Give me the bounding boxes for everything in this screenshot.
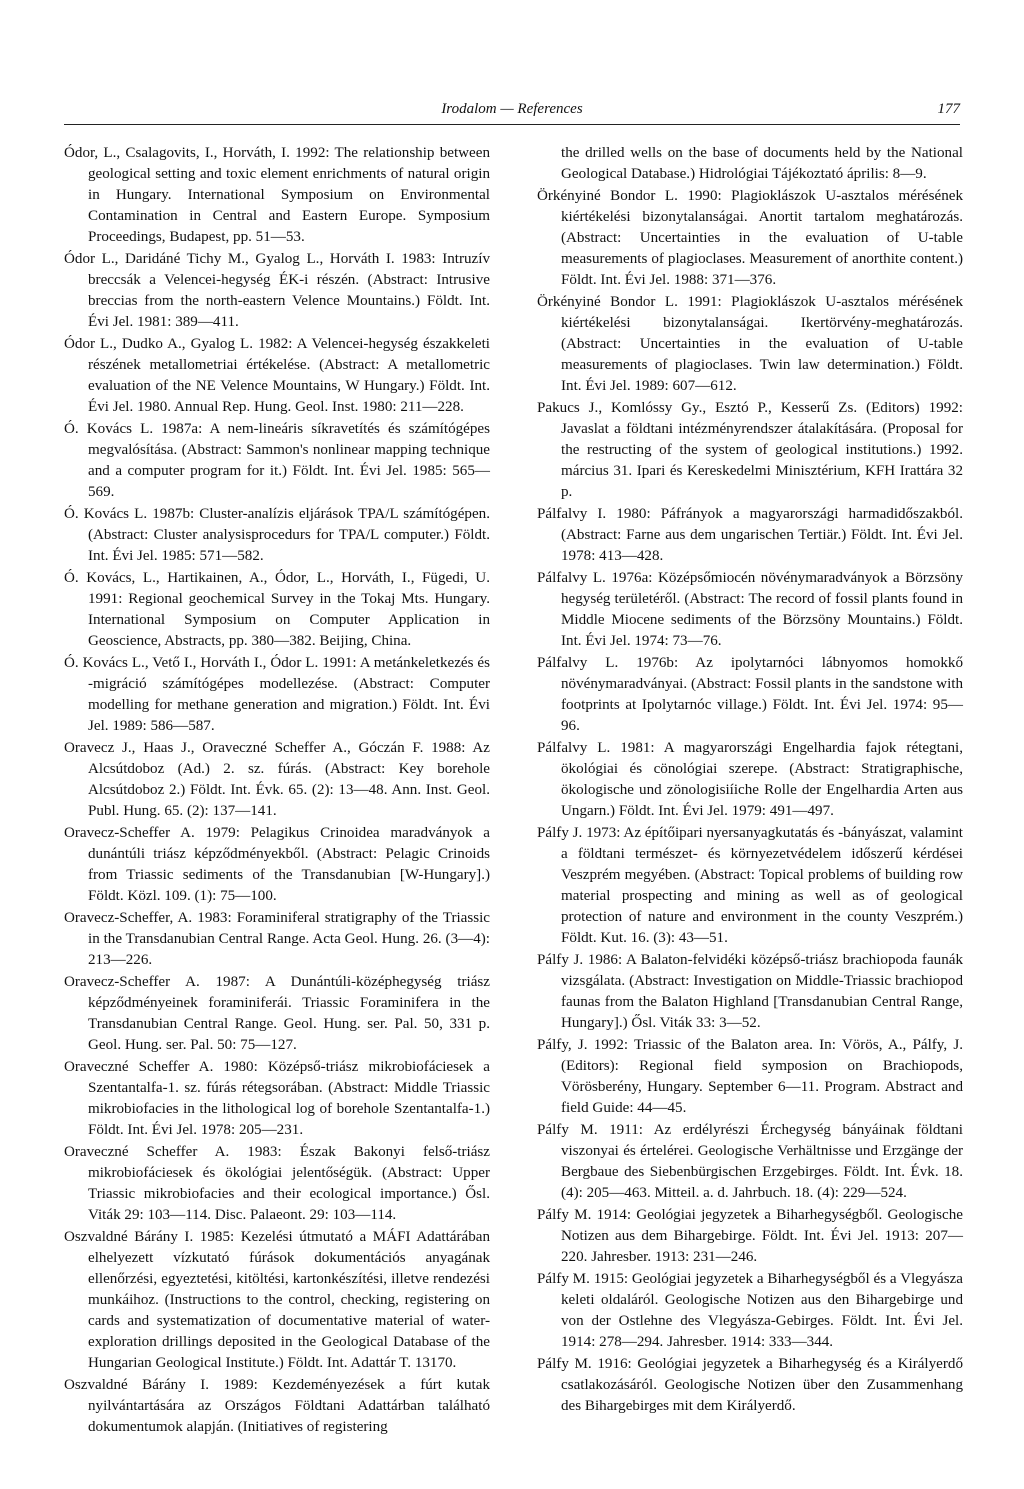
reference-entry: Oravecz J., Haas J., Oraveczné Scheffer A., Góczán F. 1988: Az Alcsútdoboz (Ad.) 2. sz. fúrás. (Abstract: Key borehole Alcsútdoboz 2.) Földt. Int. Évk. 65. (2): 13—48. Ann. Inst. Geol. Publ. Hung. 65. (2): 137—141. [64, 740, 490, 819]
reference-entry: Oszvaldné Bárány I. 1985: Kezelési útmutató a MÁFI Adattárában elhelyezett vízkutató fúrások dokumentációs anyagának ellenőrzési, egyeztetési, kitöltési, kartonkészítési, illetve rendezési munkáihoz. (Instructions to the control, checking, registering on cards and systematization of documentative material of water-exploration drillings deposited in the Geological Database of the Hungarian Geological Institute.) Földt. Int. Adattár T. 13170. [64, 1229, 490, 1371]
reference-entry: Ódor, L., Csalagovits, I., Horváth, I. 1992: The relationship between geological setting and toxic element enrichments of natural origin in Hungary. International Symposium on Environmental Contamination in Central and Eastern Europe. Symposium Proceedings, Budapest, pp. 51—53. [64, 145, 490, 245]
reference-entry: Pálfy M. 1914: Geológiai jegyzetek a Biharhegységből. Geologische Notizen aus dem Bihargebirge. Földt. Int. Évi Jel. 1913: 207—220. Jahresber. 1913: 231—246. [537, 1207, 963, 1265]
reference-entry: Örkényiné Bondor L. 1990: Plagioklászok U-asztalos mérésének kiértékelési bizonytalanságai. Anortit tartalom meghatározás. (Abstract: Uncertainties in the evaluation of U-table measurements of plagioclases. Measurement of anorthite content.) Földt. Int. Évi Jel. 1988: 371—376. [537, 188, 963, 288]
reference-entry: Pálfy, J. 1992: Triassic of the Balaton area. In: Vörös, A., Pálfy, J. (Editors): Regional field symposion on Brachiopods, Vörösberény, Hungary. September 6—11. Program. Abstract and field Guide: 44—45. [537, 1037, 963, 1116]
reference-entry: Pálfy M. 1915: Geológiai jegyzetek a Biharhegységből és a Vlegyásza keleti oldaláról. Geologische Notizen aus den Bihargebirge und von der Ostlehne des Vlegyásza-Gebirges. Földt. Int. Évi Jel. 1914: 278—294. Jahresber. 1914: 333—344. [537, 1271, 963, 1350]
reference-entry: Pálfalvy L. 1976a: Középsőmiocén növénymaradványok a Börzsöny hegység területéről. (Abstract: The record of fossil plants found in Middle Miocene sediments of the Börzsöny Mountains.) Földt. Int. Évi Jel. 1974: 73—76. [537, 570, 963, 649]
reference-entry: Pálfy J. 1973: Az építőipari nyersanyagkutatás és -bányászat, valamint a földtani természet- és környezetvédelem időszerű kérdései Veszprém megyében. (Abstract: Topical problems of building row material prospecting and mining as well as of geological protection of nature and environment in the county Veszprém.) Földt. Kut. 16. (3): 43—51. [537, 825, 963, 946]
reference-entry: Ó. Kovács L., Vető I., Horváth I., Ódor L. 1991: A metánkeletkezés és -migráció számítógépes modellezése. (Abstract: Computer modelling for methane generation and migration.) Földt. Int. Évi Jel. 1989: 586—587. [64, 655, 490, 734]
reference-entry: Oraveczné Scheffer A. 1980: Középső-triász mikrobiofáciesek a Szentantalfa-1. sz. fúrás rétegsorában. (Abstract: Middle Triassic mikrobiofacies in the lithological log of borehole Szentantalfa-1.) Földt. Int. Évi Jel. 1978: 205—231. [64, 1059, 490, 1138]
page-number: 177 [937, 101, 960, 117]
reference-continuation: the drilled wells on the base of documents held by the National Geological Database.) Hidrológiai Tájékoztató április: 8—9. [561, 145, 963, 182]
reference-entry: Pálfalvy L. 1981: A magyarországi Engelhardia fajok rétegtani, ökológiai és cönológiai szerepe. (Abstract: Stratigraphische, ökologische und zönologisiíiche Rolle der Engelhardia Arten aus Ungarn.) Földt. Int. Évi Jel. 1979: 491—497. [537, 740, 963, 819]
reference-entry: Pálfy M. 1911: Az erdélyrészi Érchegység bányáinak földtani viszonyai és értelérei. Geologische Verhältnisse und Erzgänge der Bergbaue des Siebenbürgischen Erzgebirges. Földt. Int. Évk. 18. (4): 205—463. Mitteil. a. d. Jahrbuch. 18. (4): 229—524. [537, 1122, 963, 1201]
reference-entry: Oravecz-Scheffer A. 1987: A Dunántúli-középhegység triász képződményeinek foraminiferái. Triassic Foraminifera in the Transdanubian Central Range. Geol. Hung. ser. Pal. 50, 331 p. Geol. Hung. ser. Pal. 50: 75—127. [64, 974, 490, 1053]
header-rule [64, 124, 960, 125]
running-header [64, 97, 960, 121]
reference-entry: Pálfalvy L. 1976b: Az ipolytarnóci lábnyomos homokkő növénymaradványai. (Abstract: Fossil plants in the sandstone with footprints at Ipolytarnóc village.) Földt. Int. Évi Jel. 1974: 95—96. [537, 655, 963, 734]
reference-column-left [64, 143, 490, 1439]
reference-entry: Ódor L., Daridáné Tichy M., Gyalog L., Horváth I. 1983: Intruzív breccsák a Velencei-hegység ÉK-i részén. (Abstract: Intrusive breccias from the north-eastern Velence Mountains.) Földt. Int. Évi Jel. 1981: 389—411. [64, 251, 490, 330]
reference-entry: Pakucs J., Komlóssy Gy., Esztó P., Kesserű Zs. (Editors) 1992: Javaslat a földtani intézményrendszer átalakítására. (Proposal for the restructing of the system of geological institutions.) 1992. március 31. Ipari és Kereskedelmi Minisztérium, KFH Irattára 32 p. [537, 400, 963, 500]
reference-entry: Ódor L., Dudko A., Gyalog L. 1982: A Velencei-hegység északkeleti részének metallometriai értékelése. (Abstract: A metallometric evaluation of the NE Velence Mountains, W Hungary.) Földt. Int. Évi Jel. 1980. Annual Rep. Hung. Geol. Inst. 1980: 211—228. [64, 336, 490, 415]
reference-entry: Oraveczné Scheffer A. 1983: Észak Bakonyi felső-triász mikrobiofáciesek és ökológiai jelentőségük. (Abstract: Upper Triassic mikrobiofacies and their ecological importance.) Ősl. Viták 29: 103—114. Disc. Palaeont. 29: 103—114. [64, 1144, 490, 1223]
reference-entry: Oravecz-Scheffer A. 1979: Pelagikus Crinoidea maradványok a dunántúli triász képződményekből. (Abstract: Pelagic Crinoids from Triassic sediments of the Transdanubian [W-Hungary].) Földt. Közl. 109. (1): 75—100. [64, 825, 490, 904]
reference-entry: Oravecz-Scheffer, A. 1983: Foraminiferal stratigraphy of the Triassic in the Transdanubian Central Range. Acta Geol. Hung. 26. (3—4): 213—226. [64, 910, 490, 968]
running-header-title: Irodalom — References [441, 101, 583, 117]
reference-entry: Ó. Kovács L. 1987b: Cluster-analízis eljárások TPA/L számítógépen. (Abstract: Cluster analysisprocedurs for TPA/L computer.) Földt. Int. Évi Jel. 1985: 571—582. [64, 506, 490, 564]
reference-entry: Örkényiné Bondor L. 1991: Plagioklászok U-asztalos mérésének kiértékelési bizonytalanságai. Ikertörvény-meghatározás. (Abstract: Uncertainties in the evaluation of U-table measurements of plagioclases. Twin law determination.) Földt. Int. Évi Jel. 1989: 607—612. [537, 294, 963, 394]
reference-entry: Oszvaldné Bárány I. 1989: Kezdeményezések a fúrt kutak nyilvántartására az Országos Földtani Adattárban található dokumentumok alapján. (Initiatives of registering [64, 1377, 490, 1435]
reference-entry: Pálfy J. 1986: A Balaton-felvidéki középső-triász brachiopoda faunák vizsgálata. (Abstract: Investigation on Middle-Triassic brachiopod faunas from the Balaton Highland [Transdanubian Central Range, Hungary].) Ősl. Viták 33: 3—52. [537, 952, 963, 1031]
reference-entry: Ó. Kovács L. 1987a: A nem-lineáris síkravetítés és számítógépes megvalósítása. (Abstract: Sammon's nonlinear mapping technique and a computer program for it.) Földt. Int. Évi Jel. 1985: 565—569. [64, 421, 490, 500]
reference-column-right [537, 143, 963, 1418]
reference-entry: Ó. Kovács, L., Hartikainen, A., Ódor, L., Horváth, I., Fügedi, U. 1991: Regional geochemical Survey in the Tokaj Mts. Hungary. International Symposium on Computer Application in Geoscience, Abstracts, pp. 380—382. Beijing, China. [64, 570, 490, 649]
reference-entry: Pálfalvy I. 1980: Páfrányok a magyarországi harmadidőszakból. (Abstract: Farne aus dem ungarischen Tertiär.) Földt. Int. Évi Jel. 1978: 413—428. [537, 506, 963, 564]
reference-entry: Pálfy M. 1916: Geológiai jegyzetek a Biharhegység és a Királyerdő csatlakozásáról. Geologische Notizen über den Zusammenhang des Bihargebirges mit dem Királyerdő. [537, 1356, 963, 1414]
